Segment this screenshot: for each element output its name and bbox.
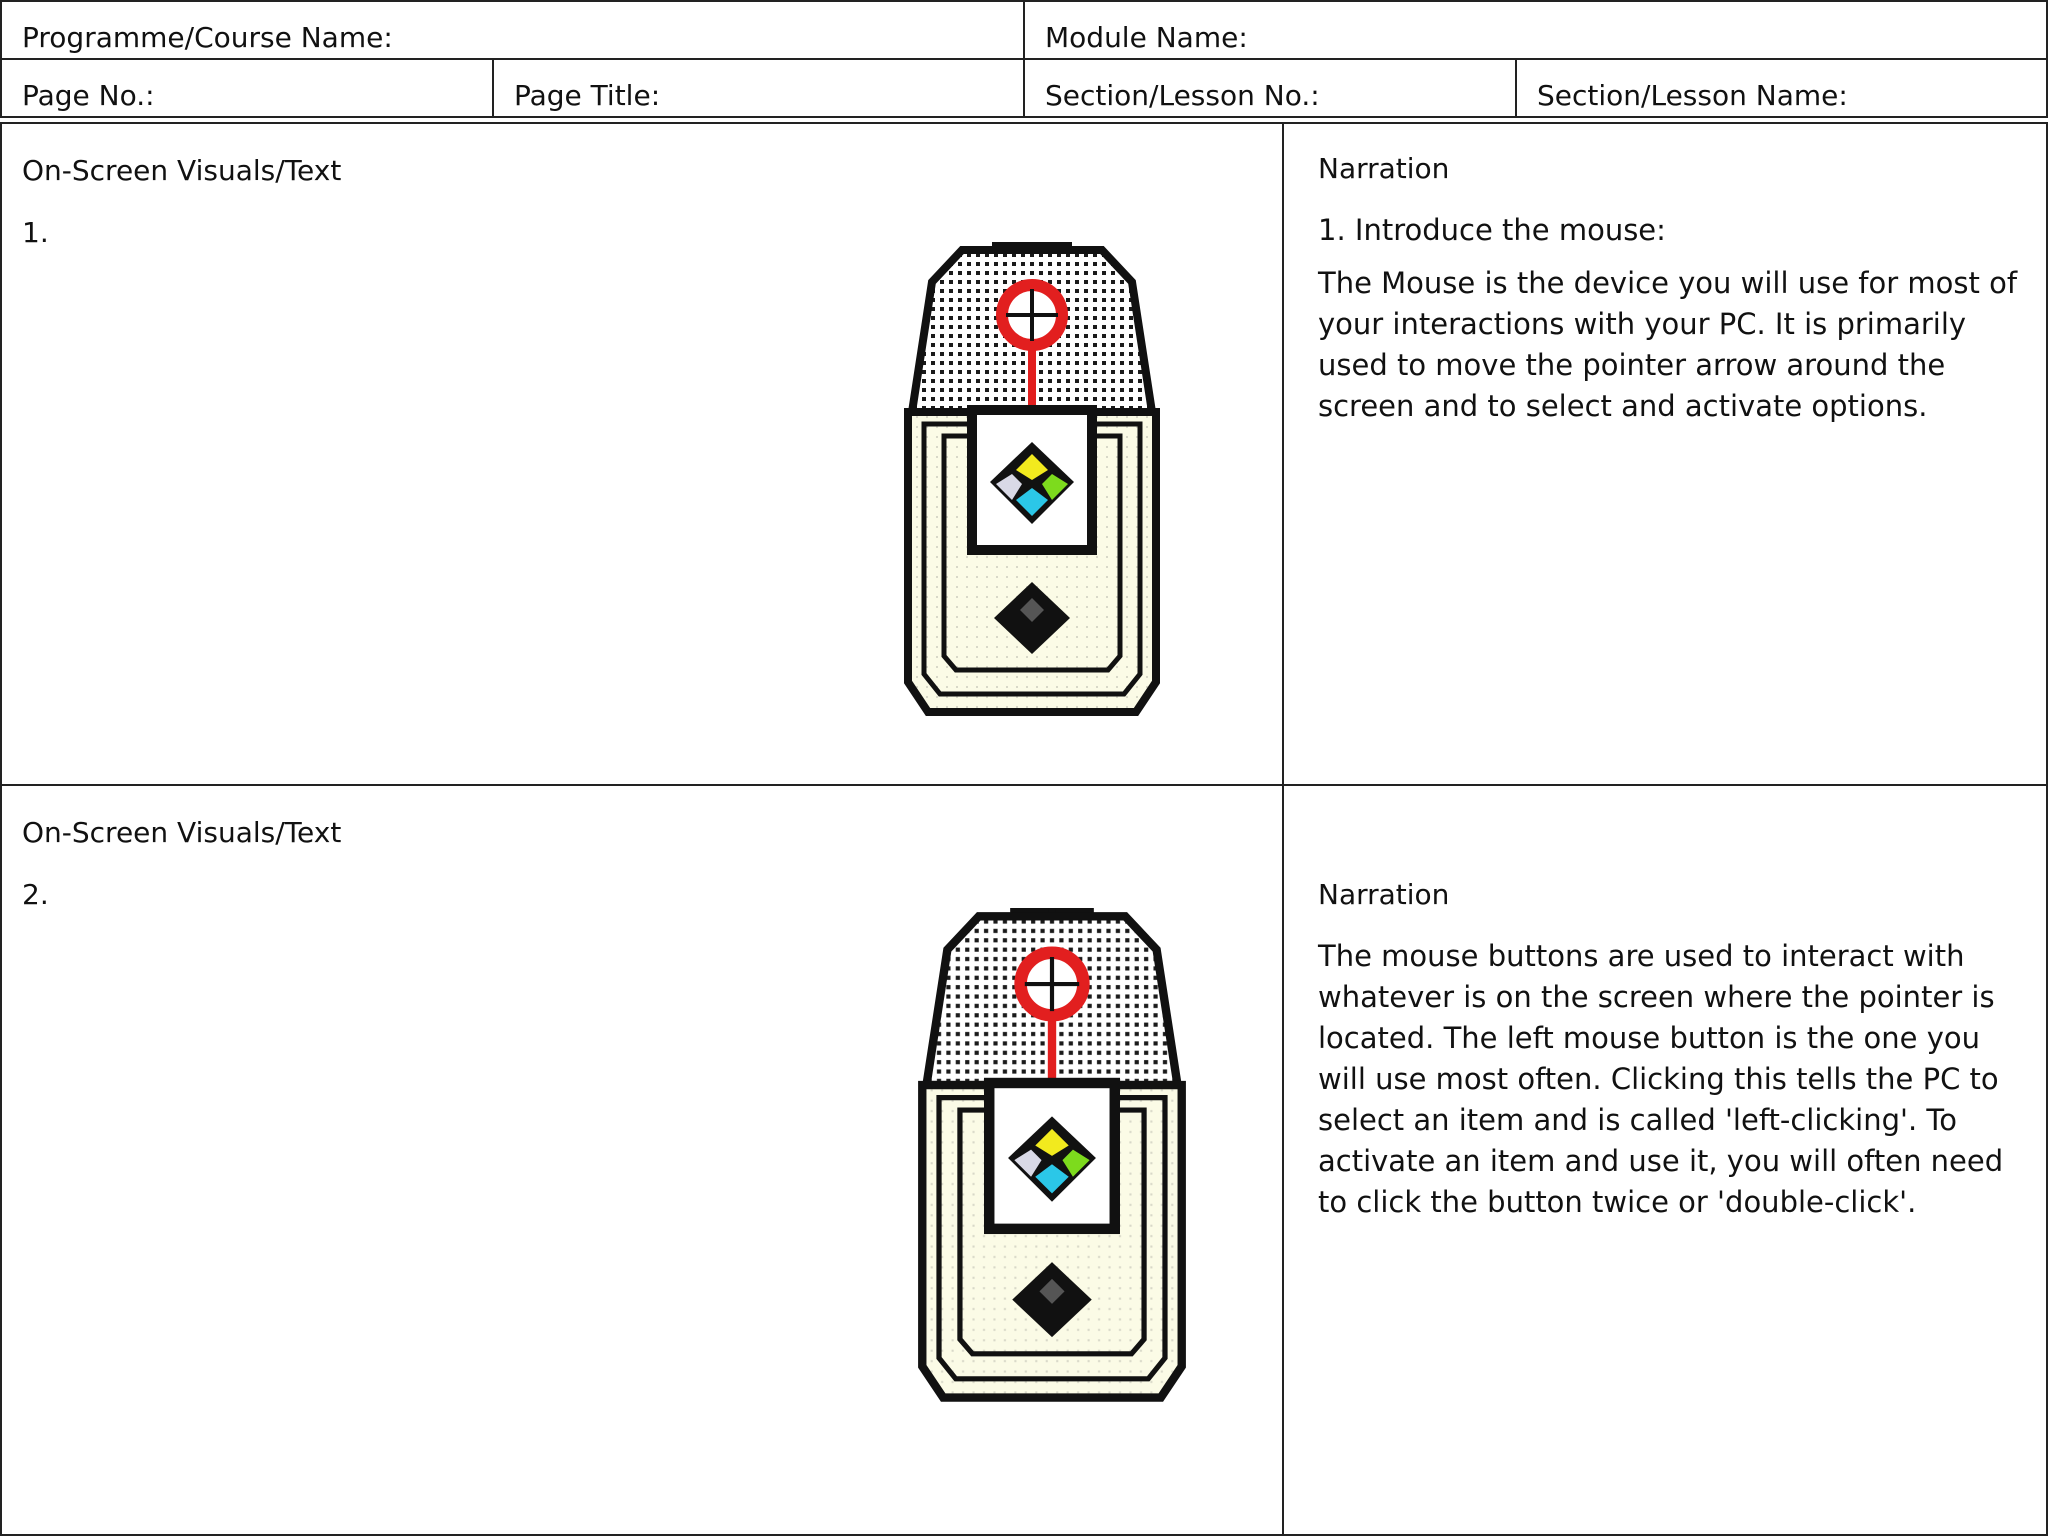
page-no-label: Page No.: (22, 79, 155, 112)
narration-heading: Narration (1318, 878, 1450, 911)
programme-course-name-label: Programme/Course Name: (22, 21, 393, 54)
page-title-cell[interactable] (492, 58, 1025, 118)
narration-heading: Narration (1318, 152, 1450, 185)
section-lesson-no-cell[interactable] (1023, 58, 1517, 118)
mouse-illustration-icon (916, 908, 1188, 1408)
section-lesson-name-cell[interactable] (1515, 58, 2048, 118)
page-title-label: Page Title: (514, 79, 661, 112)
section-lesson-name-label: Section/Lesson Name: (1537, 79, 1848, 112)
narration-text-2 (1318, 936, 2018, 1223)
visual-number: 1. (22, 216, 49, 249)
visuals-panel-2 (0, 784, 1284, 1536)
module-name-label: Module Name: (1045, 21, 1248, 54)
visuals-panel-1 (0, 122, 1284, 786)
narration-text-1 (1318, 210, 2018, 427)
narration-intro: 1. Introduce the mouse: (1318, 213, 1666, 247)
visuals-heading: On-Screen Visuals/Text (22, 816, 342, 849)
programme-course-name-cell[interactable] (0, 0, 1025, 60)
storyboard-header (0, 0, 2048, 118)
module-name-cell[interactable] (1023, 0, 2048, 60)
narration-body: The mouse buttons are used to interact with whatever is on the screen where the pointer is located. The left mouse button is the one you will use most often. Clicking this tells the PC to select an item and is called 'left-clicking'. To activate an item and use it, you will often need to click the button twice or 'double-click'. (1318, 939, 2004, 1219)
visuals-heading: On-Screen Visuals/Text (22, 154, 342, 187)
section-lesson-no-label: Section/Lesson No.: (1045, 79, 1320, 112)
page-no-cell[interactable] (0, 58, 494, 118)
mouse-illustration-icon (902, 242, 1162, 722)
visual-number: 2. (22, 878, 49, 911)
narration-body: The Mouse is the device you will use for most of your interactions with your PC. It is primarily used to move the pointer arrow around the screen and to select and activate options. (1318, 266, 2018, 423)
